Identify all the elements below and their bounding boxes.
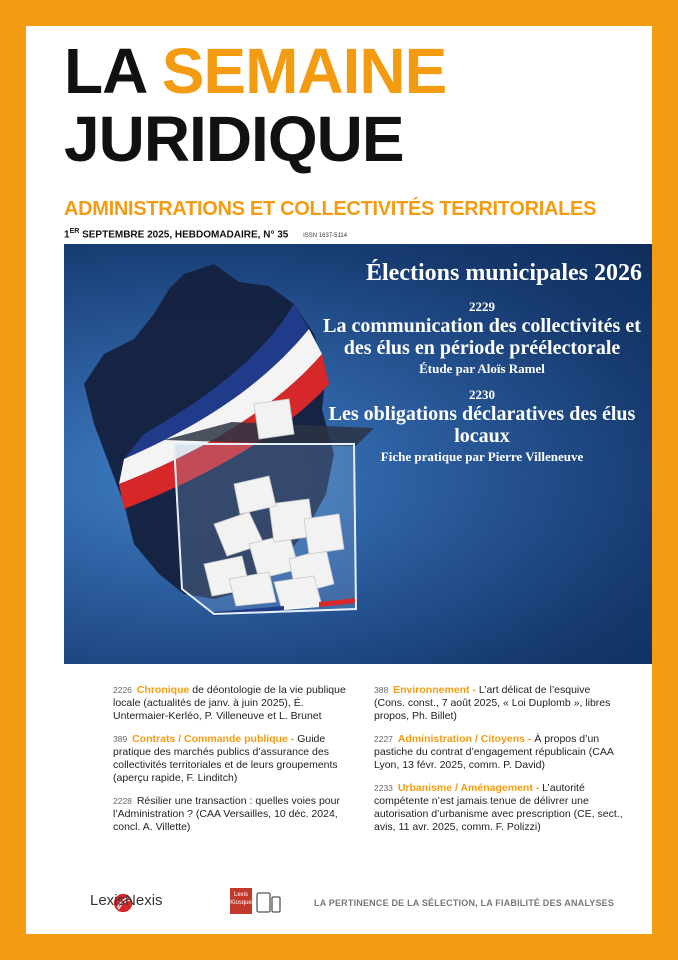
issue-sup: ER bbox=[69, 228, 80, 235]
article-title[interactable]: La communication des collectivités et des élus en période préélectorale bbox=[323, 315, 641, 359]
toc-number: 2227 bbox=[374, 734, 393, 744]
hero-banner bbox=[64, 244, 652, 664]
toc-item[interactable] bbox=[374, 684, 624, 723]
toc-right-column bbox=[374, 684, 624, 844]
hero-text bbox=[322, 260, 642, 475]
issue-info bbox=[64, 228, 347, 240]
toc-category: Environnement - bbox=[393, 684, 476, 696]
kiosk-line1: Lexis bbox=[233, 892, 248, 898]
toc-category: Administration / Citoyens - bbox=[397, 733, 532, 745]
article-author: Étude par Aloïs Ramel bbox=[419, 361, 545, 376]
toc-text: de déontologie de la vie publique locale (actualités de janv. à juin 2025), É. Untermaier-Kerléo, P. Villeneuve et L. Brunet bbox=[113, 684, 346, 722]
masthead-juridique: JURIDIQUE bbox=[64, 103, 404, 175]
toc-number: 2228 bbox=[113, 796, 132, 806]
article-number: 2229 bbox=[469, 299, 495, 314]
kiosk-line2: Kiosque bbox=[230, 900, 252, 906]
toc-item[interactable] bbox=[113, 684, 359, 723]
toc-item[interactable] bbox=[374, 782, 624, 834]
toc-text: Résilier une transaction : quelles voies pour l’Administration ? (CAA Versailles, 10 déc. 2024, concl. A. Villette) bbox=[113, 795, 340, 833]
toc-category: Chronique bbox=[136, 684, 190, 696]
masthead-semaine: SEMAINE bbox=[161, 35, 447, 107]
toc-item[interactable] bbox=[374, 733, 624, 772]
toc-item[interactable] bbox=[113, 733, 359, 785]
cover-page bbox=[26, 26, 652, 934]
tagline: LA PERTINENCE DE LA SÉLECTION, LA FIABILITÉ DES ANALYSES bbox=[314, 898, 615, 908]
toc-item[interactable] bbox=[113, 795, 359, 834]
tablet-phone-icon bbox=[256, 892, 282, 914]
toc-text: L’autorité compétente n’est jamais tenue de délivrer une autorisation d’urbanisme avec prescription (CE, sect., avis, 11 avr. 2025, comm. F. Polizzi) bbox=[374, 782, 623, 833]
toc-number: 2226 bbox=[113, 685, 132, 695]
publisher-name: LexisNexis bbox=[90, 892, 163, 909]
toc-category: Urbanisme / Aménagement - bbox=[397, 782, 540, 794]
toc-number: 388 bbox=[374, 685, 389, 695]
issue-rest: SEPTEMBRE 2025, HEBDOMADAIRE, N° 35 bbox=[79, 229, 289, 241]
hero-headline: Élections municipales 2026 bbox=[365, 260, 642, 286]
lexis-kiosque-badge bbox=[230, 888, 252, 914]
toc-left-column bbox=[113, 684, 359, 844]
article-title[interactable]: Les obligations déclaratives des élus locaux bbox=[328, 403, 636, 447]
article-author: Fiche pratique par Pierre Villeneuve bbox=[380, 449, 584, 464]
toc-category: Contrats / Commande publique - bbox=[132, 733, 295, 745]
masthead-title-line1 bbox=[64, 36, 446, 106]
toc-text: À propos d’un pastiche du contrat d’engagement républicain (CAA Lyon, 13 févr. 2025, comm. P. David) bbox=[374, 733, 614, 771]
journal-subtitle: ADMINISTRATIONS ET COLLECTIVITÉS TERRITORIALES bbox=[64, 198, 597, 220]
masthead-la: LA bbox=[64, 35, 145, 107]
article-number: 2230 bbox=[469, 387, 495, 402]
toc-text: L’art délicat de l’esquive (Cons. const., 7 août 2025, « Loi Duplomb », libres propos, Ph. Billet) bbox=[374, 684, 611, 722]
toc-text: Guide pratique des marchés publics d’assurance des collectivités territoriales et de leurs groupements (aperçu rapide, F. Linditch) bbox=[113, 733, 338, 784]
issn: ISSN 1637-5114 bbox=[303, 233, 348, 240]
footer bbox=[64, 888, 624, 918]
issue-day: 1 bbox=[64, 229, 70, 241]
toc-number: 389 bbox=[113, 734, 128, 744]
toc-number: 2233 bbox=[374, 783, 393, 793]
